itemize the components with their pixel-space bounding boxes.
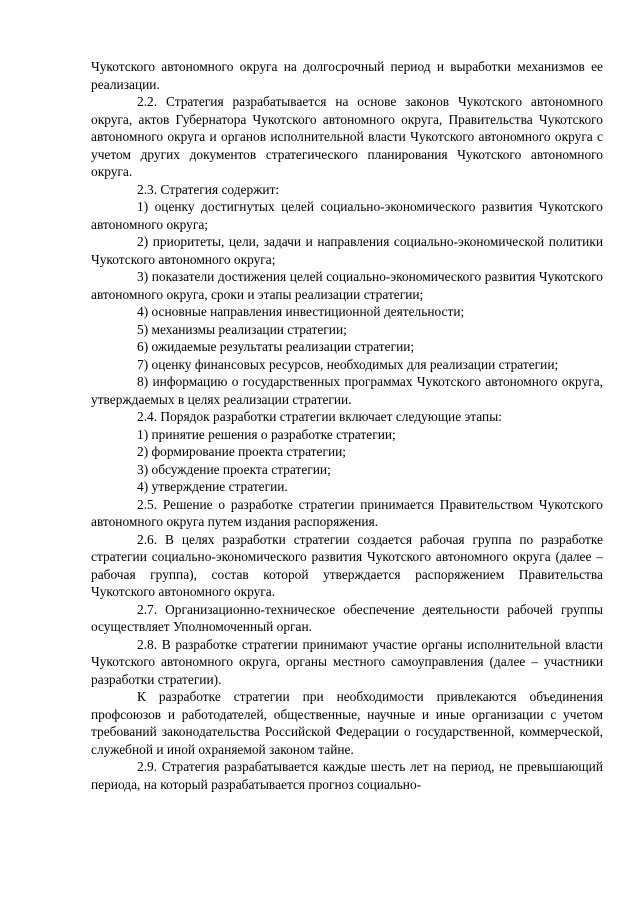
document-page bbox=[91, 58, 603, 793]
paragraph-2-7: 2.7. Организационно-техническое обеспечение деятельности рабочей группы осуществляет Уполномоченный орган. bbox=[91, 601, 603, 634]
list-item: 7) оценку финансовых ресурсов, необходимых для реализации стратегии; bbox=[137, 356, 559, 372]
list-item: 8) информацию о государственных программах Чукотского автономного округа, утверждаемых в целях реализации стратегии. bbox=[91, 374, 603, 407]
paragraph-2-6: 2.6. В целях разработки стратегии создается рабочая группа по разработке стратегии социально-экономического развития Чукотского автономного округа (далее – рабочая группа), состав которой утверждается распоряжением Правительства Чукотского автономного округа. bbox=[91, 531, 603, 599]
paragraph-2-3: 2.3. Стратегия содержит: bbox=[137, 181, 280, 197]
list-item: 5) механизмы реализации стратегии; bbox=[137, 321, 347, 337]
paragraph-2-5: 2.5. Решение о разработке стратегии принимается Правительством Чукотского автономного округа путем издания распоряжения. bbox=[91, 496, 603, 529]
list-item: 1) принятие решения о разработке стратегии; bbox=[137, 426, 396, 442]
list-item: 2) приоритеты, цели, задачи и направления социально-экономической политики Чукотского автономного округа; bbox=[91, 234, 603, 267]
paragraph-2-2: 2.2. Стратегия разрабатывается на основе законов Чукотского автономного округа, актов Губернатора Чукотского автономного округа, Правительства Чукотского автономного округа и органов исполнительной власти Чукотского автономного округа с учетом других документов стратегического планирования Чукотского автономного округа. bbox=[91, 94, 603, 179]
list-item: 3) показатели достижения целей социально-экономического развития Чукотского автономного округа, сроки и этапы реализации стратегии; bbox=[91, 269, 603, 302]
list-item: 6) ожидаемые результаты реализации стратегии; bbox=[137, 339, 415, 354]
paragraph-2-8-addendum: К разработке стратегии при необходимости привлекаются объединения профсоюзов и работодателей, общественные, научные и иные организации с учетом требований законодательства Российской Федерации о государственной, коммерческой, служебной и иной охраняемой законом тайне. bbox=[91, 689, 603, 757]
list-item: 2) формирование проекта стратегии; bbox=[137, 444, 346, 459]
list-item: 4) утверждение стратегии. bbox=[137, 479, 288, 494]
list-item: 3) обсуждение проекта стратегии; bbox=[137, 461, 331, 477]
paragraph-2-8: 2.8. В разработке стратегии принимают участие органы исполнительной власти Чукотского автономного округа, органы местного самоуправления (далее – участники разработки стратегии). bbox=[91, 636, 603, 687]
paragraph-continuation: Чукотского автономного округа на долгосрочный период и выработки механизмов ее реализации. bbox=[91, 59, 603, 92]
list-item: 1) оценку достигнутых целей социально-экономического развития Чукотского автономного округа; bbox=[91, 199, 603, 232]
paragraph-2-4: 2.4. Порядок разработки стратегии включает следующие этапы: bbox=[137, 409, 502, 424]
paragraph-2-9: 2.9. Стратегия разрабатывается каждые шесть лет на период, не превышающий периода, на который разрабатывается прогноз социально- bbox=[91, 759, 603, 792]
list-item: 4) основные направления инвестиционной деятельности; bbox=[137, 304, 465, 319]
